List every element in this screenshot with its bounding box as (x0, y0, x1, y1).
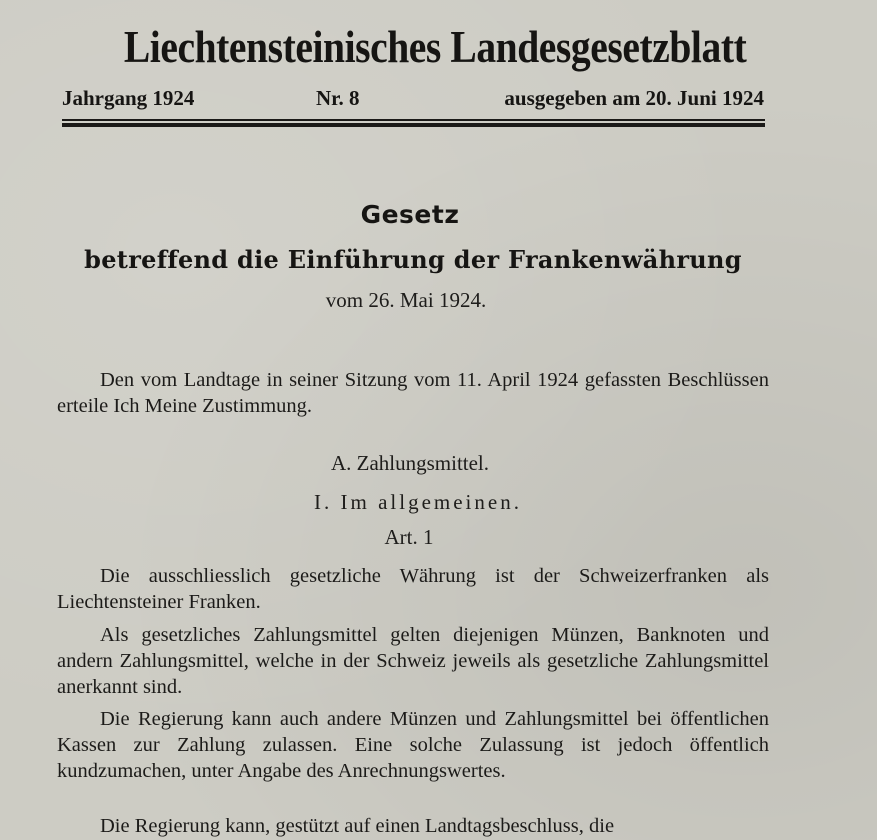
article-paragraph-text: Die Regierung kann auch andere Münzen und Zahlungsmittel bei öffentlichen Kassen zur Zahlung zulassen. Eine solche Zulassung ist jedoch öffentlich kundzumachen, unter Angabe des Anrechnungswertes. (57, 708, 769, 782)
section-heading: A. Zahlungsmittel. (330, 451, 490, 475)
article-paragraph (57, 813, 769, 839)
article-paragraph (57, 622, 769, 700)
gazette-issue-date: ausgegeben am 20. Juni 1924 (504, 86, 764, 110)
law-date: vom 26. Mai 1924. (325, 288, 487, 312)
preamble-text: Den vom Landtage in seiner Sitzung vom 11. April 1924 gefassten Beschlüssen erteile Ich Meine Zustimmung. (57, 369, 769, 417)
article-paragraph-text: Die Regierung kann, gestützt auf einen Landtagsbeschluss, die (100, 815, 615, 837)
preamble-paragraph (57, 367, 769, 419)
gazette-meta-row (62, 86, 764, 112)
law-subtitle: betreffend die Einführung der Frankenwährung (84, 245, 742, 274)
gazette-year: Jahrgang 1924 (62, 86, 195, 110)
article-paragraph (57, 563, 769, 615)
gazette-title: Liechtensteinisches Landesgesetzblatt (123, 21, 747, 72)
header-rule-thin (62, 119, 765, 121)
header-rule-thick (62, 123, 765, 127)
show-through-text (60, 150, 760, 170)
article-paragraph-text: Die ausschliesslich gesetzliche Währung ist der Schweizerfranken als Liechtensteiner Franken. (57, 565, 769, 613)
article-paragraph-text: Als gesetzliches Zahlungsmittel gelten diejenigen Münzen, Banknoten und andern Zahlungsmittel, welche in der Schweiz jeweils als gesetzliche Zahlungsmittel anerkannt sind. (57, 624, 769, 698)
section-subheading: I. Im allgemeinen. (314, 490, 522, 514)
article-heading: Art. 1 (384, 525, 434, 549)
gazette-number: Nr. 8 (316, 86, 360, 110)
law-title: Gesetz (360, 200, 460, 229)
article-paragraph (57, 706, 769, 784)
